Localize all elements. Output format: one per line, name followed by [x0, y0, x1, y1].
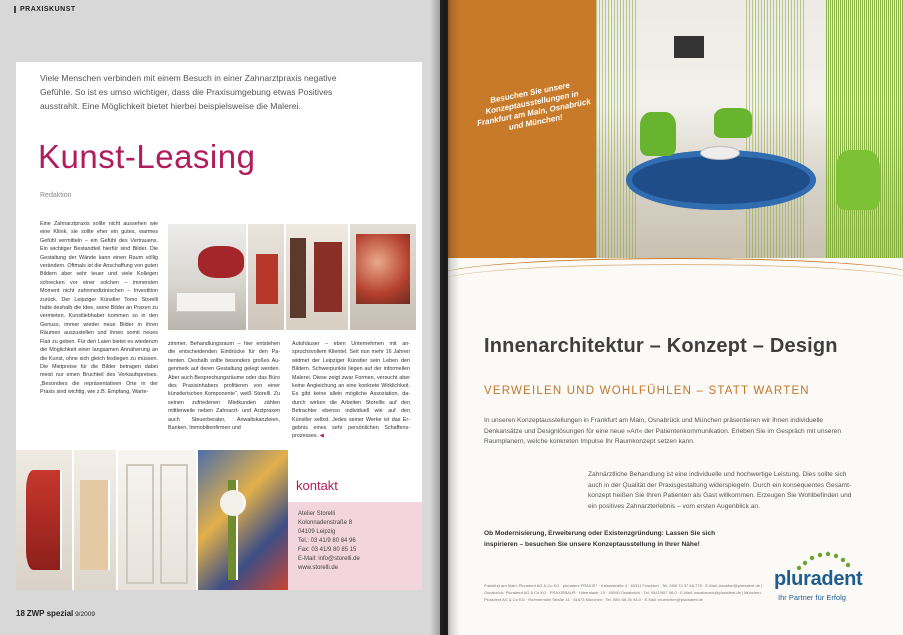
- article-card: [16, 62, 422, 590]
- ad-paragraph-2: Zahnärztliche Behandlung ist eine individuelle und hochwertige Leistung. Dies sollte sich auch in der Qualität der Praxisgestaltung widerspiegeln. Durch ein konsequentes Gesamtkonzept heißen Sie Ihren Patienten als Gast willkommen. Erzeugen Sie Wohlbefinden und ein positives Zahnarzterlebnis – vom ersten Augenblick an.: [588, 471, 852, 510]
- ad-paragraph-1: In unseren Konzeptausstellungen in Frankfurt am Main, Osnabrück und München präsentieren wir Ihnen individuelle Denkansätze und Designlösungen für eine neue »Art« der Patientenkommunikation. Erleben Sie im Gespräch mit unseren Raumplanern, welche konkreten Impulse Ihr Raumkonzept setzen kann.: [484, 417, 842, 445]
- section-label: PRAXISKUNST: [14, 6, 76, 13]
- ad-subtitle: VERWEILEN UND WOHLFÜHLEN – STATT WARTEN: [484, 385, 810, 397]
- contact-fax: Fax: 03 41/9 80 85 15: [298, 547, 357, 553]
- contact-box: [288, 502, 422, 590]
- article-column-3: Autohäuser – eben Unternehmen mit anspruchsvollem Klientel. Seit nun mehr 16 Jahren widmet der Leipziger Künstler sein Leben den Bildern. Schwerpunkte liegen auf der informellen Malerei. Diese zeigt zwar Formen, versucht aber keine Angleichung an eine konkrete Wirklichkeit. Es gibt keine allein mögliche Assoziation, dadurch wirken die Arbeiten Storellis auf den Betrachter ebenso individuell wie auf den Künstler selbst. Jedes seiner Werke ist das Ergebnis eines sehr persönlichen Schaffensprozesses. ◀: [292, 341, 410, 440]
- contact-phone: Tel.: 03 41/9 80 84 96: [298, 538, 356, 544]
- contact-email[interactable]: E-Mail: info@storelli.de: [298, 556, 360, 562]
- pluradent-tagline: Ihr Partner für Erfolg: [778, 593, 846, 602]
- magazine-name: ZWP spezial: [26, 609, 74, 618]
- pluradent-logo: pluradent: [774, 568, 863, 590]
- contact-website[interactable]: www.storelli.de: [298, 565, 339, 571]
- article-title: Kunst-Leasing: [38, 138, 256, 175]
- left-page: [0, 0, 440, 635]
- contact-street: Kolonnadenstraße 8: [298, 520, 353, 526]
- contact-heading: kontakt: [296, 478, 338, 493]
- photo-practice-interior: [168, 224, 416, 330]
- article-byline: Redaktion: [40, 192, 72, 199]
- article-column-1: Eine Zahnarztpraxis sollte nicht aussehen wie eine Klinik, sie sollte eher ein gutes, warmes Gefühl vermitteln – ein Gefühl des Vertrauens. Ein wichtiger Bestandteil hierfür sind Bilder. Die Gestaltung der Wände kann einen Raum völlig verändern. Oftmals ist die Anschaffung von guten Bildern aber sehr teuer und viele Kollegen schrecken vor einer solchen – immersten Moment nicht zahnmedizinischen – Investition zurück. Der Leipziger Künstler Tomo Storelli hatte deshalb die Idee, seine Bilder an Praxen zu vermieten. Kunstliebhaber kommen so in den Genuss, immer wieder neue Bilder in ihren Räumen auszustellen und ihnen somit neues Flair zu geben. Für den Laien bietet es wiederum die Möglichkeit einer langsamen Annäherung an die Kunst, ohne sich gleich festlegen zu müssen. Die Mietpreise für die Bilder betragen dabei meist nur einen Bruchteil des Verkaufspreises. „Besonders die repräsentativen Orte in der Praxis sind wichtig, wie z.B. Empfang, Warte-: [40, 221, 158, 396]
- ad-call-to-action: Ob Modernisierung, Erweiterung oder Existenzgründung: Lassen Sie sich inspirieren – besuchen Sie unsere Konzeptausstellung in Ihrer Nähe!: [484, 530, 716, 548]
- pluradent-logo-dots-icon: [793, 548, 853, 570]
- hero-image: [448, 0, 903, 258]
- page-footer: [16, 609, 95, 618]
- article-column-2: zimmer, Behandlungsraum – hier entstehen die entscheidenden Eindrücke für den Patienten. Deshalb sollte besonders großes Augenmerk auf deren Gestaltung gelegt werden. Aber auch Besprechungsräume oder das Büro des Praxisinhabers profitieren von einer künstlerischen Komponente“, weiß Storelli. Zu seinen zufriedenen Mietkunden zählen mittlerweile neben Zahnarzt- und Arztpraxen auch Steuerberater, Anwaltskanzleien, Banken, Immobilienfirmen und: [168, 341, 280, 432]
- right-page-advertisement: [448, 0, 903, 635]
- issue-number: 9/2009: [75, 611, 95, 618]
- contact-city: 04109 Leipzig: [298, 529, 336, 535]
- photo-waiting-room: [596, 0, 903, 258]
- article-column-3-text: Autohäuser – eben Unternehmen mit anspruchsvollem Klientel. Seit nun mehr 16 Jahren widmet der Leipziger Künstler sein Leben den Bildern. Schwerpunkte liegen auf der informellen Malerei. Diese zeigt zwar Formen, versucht aber keine Angleichung an eine konkrete Wirklichkeit. Es gibt keine allein mögliche Assoziation, dadurch wirken die Arbeiten Storellis auf den Betrachter ebenso individuell wie auf den Künstler selbst. Jedes seiner Werke ist das Ergebnis eines sehr persönlichen Schaffensprozesses.: [292, 341, 410, 440]
- contact-name: Atelier Storelli: [298, 511, 336, 517]
- spine-shadow: [430, 0, 460, 635]
- article-lead: Viele Menschen verbinden mit einem Besuch in einer Zahnarztpraxis negative Gefühle. So ist es umso wichtiger, dass die Praxisumgebung etwas Positives ausstrahlt. Eine Möglichkeit bietet hierbei beispielsweise die Malerei.: [40, 73, 337, 111]
- decorative-arc-2: [448, 264, 903, 324]
- page-number: 18: [16, 609, 25, 618]
- exhibition-banner: Besuchen Sie unsere Konzeptausstellungen in Frankfurt am Main, Osnabrück und München!: [476, 80, 592, 132]
- photo-gallery-rooms: [16, 450, 288, 590]
- ad-addresses: Frankfurt am Main: Pluradent AG & Co KG · pluradent PRAXIS⁺ · Kaiserstraße 4 · 60311 Frankfurt · Tel. 069/ 74 37 48-775 · E-Mail: frankfurt@pluradent.de | Osnabrück: Pluradent AG & Co KG · PRAXISBAU® · Hiberniastr. 15 · 49090 Osnabrück · Tel. 0541/957 98-0 · E-Mail: osnabrueck@pluradent.de | München: Pluradent AG & Co KG · Roemermühl Straße 41 · 81673 München · Tel. 089 /46 26 93-0 · E-Mail: muenchen@pluradent.de: [484, 583, 763, 602]
- ad-title: Innenarchitektur – Konzept – Design: [484, 335, 838, 357]
